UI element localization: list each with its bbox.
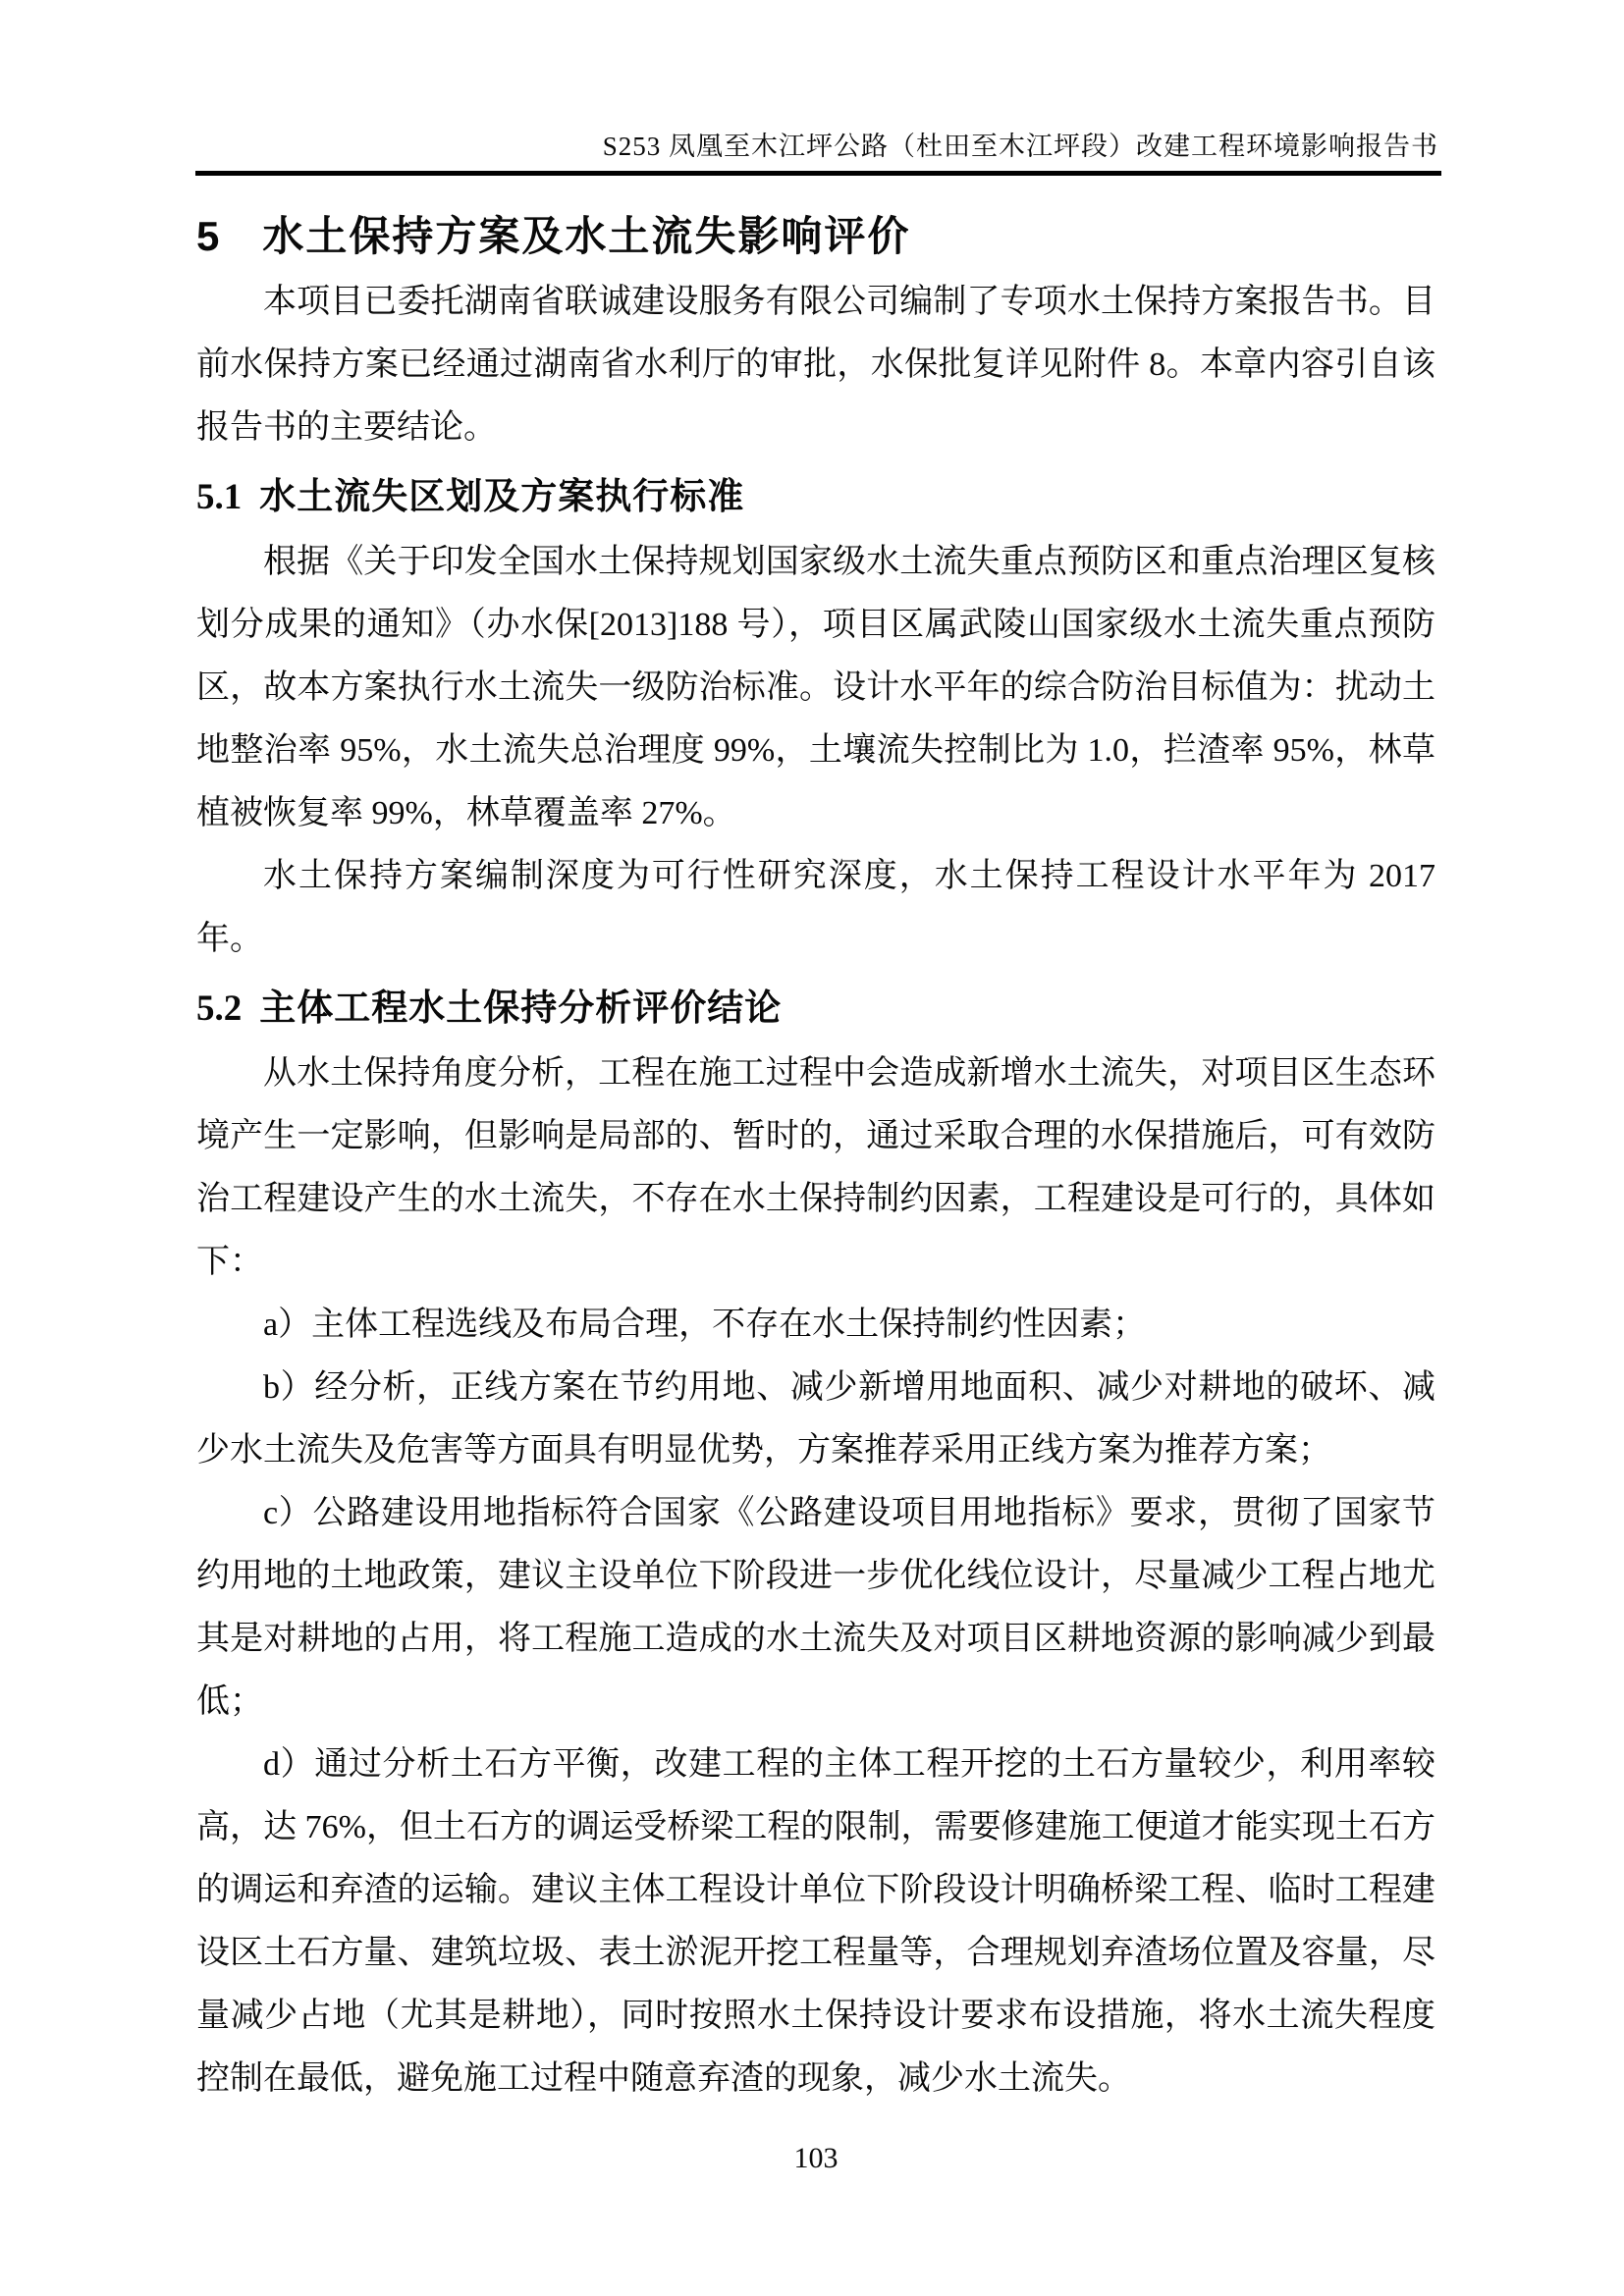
section-number: 5.1 [196,477,243,517]
page-body [196,0,1435,2110]
chapter-number: 5 [196,213,220,259]
paragraph: 根据《关于印发全国水土保持规划国家级水土流失重点预防区和重点治理区复核划分成果的通知》（办水保[2013]188 号），项目区属武陵山国家级水土流失重点预防区，故本方案执行水土流失一级防治标准。设计水平年的综合防治目标值为：扰动土地整治率 95%，水土流失总治理度 99%，土壤流失控制比为 1.0，拦渣率 95%，林草植被恢复率 99%，林草覆盖率 27%。 [196,544,1435,831]
list-item-d: d）通过分析土石方平衡，改建工程的主体工程开挖的土石方量较少，利用率较高，达 76%，但土石方的调运受桥梁工程的限制，需要修建施工便道才能实现土石方的调运和弃渣的运输。建议主体工程设计单位下阶段设计明确桥梁工程、临时工程建设区土石方量、建筑垃圾、表土淤泥开挖工程量等，合理规划弃渣场位置及容量，尽量减少占地（尤其是耕地），同时按照水土保持设计要求布设措施，将水土流失程度控制在最低，避免施工过程中随意弃渣的现象，减少水土流失。 [196,1746,1435,2097]
paragraph-intro: 本项目已委托湖南省联诚建设服务有限公司编制了专项水土保持方案报告书。目前水保持方案已经通过湖南省水利厅的审批，水保批复详见附件 8。本章内容引自该报告书的主要结论。 [196,284,1435,446]
chapter-title: 水土保持方案及水土流失影响评价 [262,213,911,259]
section-number: 5.2 [196,988,243,1029]
paragraph: 从水土保持角度分析，工程在施工过程中会造成新增水土流失，对项目区生态环境产生一定影响，但影响是局部的、暂时的，通过采取合理的水保措施后，可有效防治工程建设产生的水土流失，不存在水土保持制约因素，工程建设是可行的，具体如下： [196,1055,1435,1280]
paragraph: 水土保持方案编制深度为可行性研究深度，水土保持工程设计水平年为 2017 年。 [196,858,1435,957]
page-number: 103 [793,2142,839,2174]
chapter-heading [196,202,1435,271]
section-title: 水土流失区划及方案执行标准 [259,476,745,516]
running-header-title: S253 凤凰至木江坪公路（杜田至木江坪段）改建工程环境影响报告书 [602,132,1438,161]
section-heading-5-1 [196,465,1435,529]
list-item-a: a）主体工程选线及布局合理，不存在水土保持制约性因素； [263,1307,1147,1343]
page-footer [196,2140,1435,2177]
section-title: 主体工程水土保持分析评价结论 [259,988,783,1028]
section-heading-5-2 [196,977,1435,1041]
list-item-c: c）公路建设用地指标符合国家《公路建设项目用地指标》要求，贯彻了国家节约用地的土地政策，建议主设单位下阶段进一步优化线位设计，尽量减少工程占地尤其是对耕地的占用，将工程施工造成的水土流失及对项目区耕地资源的影响减少到最低； [196,1495,1435,1720]
list-item-b: b）经分析，正线方案在节约用地、减少新增用地面积、减少对耕地的破坏、减少水土流失及危害等方面具有明显优势，方案推荐采用正线方案为推荐方案； [196,1369,1435,1468]
